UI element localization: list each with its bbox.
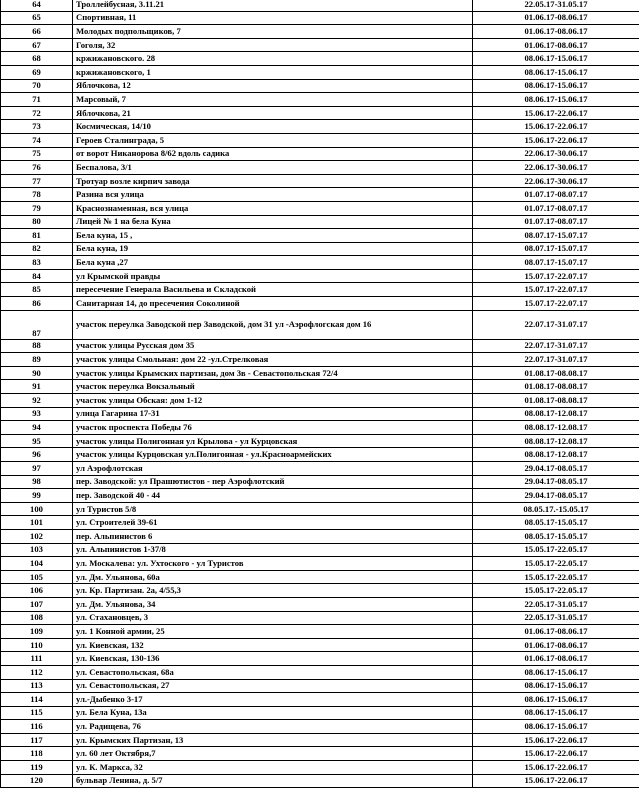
row-number: 65 — [1, 11, 73, 25]
table-row — [1, 652, 639, 666]
row-number: 93 — [1, 407, 73, 421]
row-number: 89 — [1, 353, 73, 367]
row-address: ул. Киевская, 130-136 — [73, 652, 473, 666]
row-period: 15.05.17-22.05.17 — [473, 584, 639, 598]
row-address: ул. Стахановцев, 3 — [73, 611, 473, 625]
row-period: 01.06.17-08.06.17 — [473, 11, 639, 25]
row-number: 84 — [1, 269, 73, 283]
row-number: 72 — [1, 106, 73, 120]
row-number: 74 — [1, 133, 73, 147]
table-row — [1, 380, 639, 394]
row-address: ул. Бела Куна, 13а — [73, 706, 473, 720]
row-address: Яблочкова, 12 — [73, 79, 473, 93]
row-number: 117 — [1, 733, 73, 747]
row-number: 69 — [1, 65, 73, 79]
row-period: 08.06.17-15.06.17 — [473, 706, 639, 720]
row-period: 22.05.17-31.05.17 — [473, 611, 639, 625]
table-row — [1, 747, 639, 761]
row-period: 01.06.17-08.06.17 — [473, 25, 639, 39]
table-row — [1, 25, 639, 39]
row-address: ул Крымской правды — [73, 269, 473, 283]
row-period: 15.06.17-22.06.17 — [473, 733, 639, 747]
row-address: участок улицы Крымских партизан, дом 3в - Севастопольская 72/4 — [73, 366, 473, 380]
row-number: 103 — [1, 543, 73, 557]
row-period: 08.06.17-15.06.17 — [473, 693, 639, 707]
row-address: ул. Альпинистов 1-37/8 — [73, 543, 473, 557]
row-number: 81 — [1, 229, 73, 243]
row-address: пер. Альпинистов 6 — [73, 529, 473, 543]
table-row — [1, 353, 639, 367]
row-number: 108 — [1, 611, 73, 625]
row-number: 114 — [1, 693, 73, 707]
table-row — [1, 625, 639, 639]
table-row — [1, 229, 639, 243]
row-period: 22.06.17-30.06.17 — [473, 147, 639, 161]
table-row — [1, 475, 639, 489]
row-address: ул. 1 Конной армии, 25 — [73, 625, 473, 639]
row-address: Бела куна, 15 , — [73, 229, 473, 243]
row-period: 01.07.17-08.07.17 — [473, 215, 639, 229]
row-number: 116 — [1, 720, 73, 734]
row-number: 80 — [1, 215, 73, 229]
row-number: 95 — [1, 434, 73, 448]
row-period: 08.06.17-15.06.17 — [473, 679, 639, 693]
row-period: 08.08.17-12.08.17 — [473, 448, 639, 462]
row-period: 08.07.17-15.07.17 — [473, 229, 639, 243]
row-period: 08.06.17-15.06.17 — [473, 665, 639, 679]
row-period: 08.06.17-15.06.17 — [473, 93, 639, 107]
row-period: 01.07.17-08.07.17 — [473, 201, 639, 215]
row-address: Марсовый, 7 — [73, 93, 473, 107]
row-address: Молодых подпольщиков, 7 — [73, 25, 473, 39]
row-address: кржижановского, 1 — [73, 65, 473, 79]
table-row — [1, 679, 639, 693]
row-period: 01.08.17-08.08.17 — [473, 366, 639, 380]
row-number: 99 — [1, 489, 73, 503]
row-number: 102 — [1, 529, 73, 543]
row-number: 85 — [1, 283, 73, 297]
row-address: Спортивная, 11 — [73, 11, 473, 25]
row-address: ул Туристов 5/8 — [73, 502, 473, 516]
table-row — [1, 11, 639, 25]
row-number: 66 — [1, 25, 73, 39]
row-period: 08.06.17-15.06.17 — [473, 52, 639, 66]
row-period: 22.06.17-30.06.17 — [473, 161, 639, 175]
row-period: 08.06.17-15.06.17 — [473, 720, 639, 734]
table-row — [1, 310, 639, 339]
row-period: 08.07.17-15.07.17 — [473, 256, 639, 270]
table-row — [1, 665, 639, 679]
row-number: 98 — [1, 475, 73, 489]
row-address: пер. Заводской: ул Прашютистов - пер Аэрофлотский — [73, 475, 473, 489]
row-number: 107 — [1, 597, 73, 611]
table-row — [1, 339, 639, 353]
table-row — [1, 188, 639, 202]
row-period: 01.06.17-08.06.17 — [473, 652, 639, 666]
row-period: 08.06.17-15.06.17 — [473, 79, 639, 93]
row-period: 01.07.17-08.07.17 — [473, 188, 639, 202]
table-row — [1, 557, 639, 571]
row-period: 08.05.17-15.05.17 — [473, 516, 639, 530]
row-period: 08.08.17-12.08.17 — [473, 434, 639, 448]
table-row — [1, 584, 639, 598]
row-number: 113 — [1, 679, 73, 693]
table-row — [1, 421, 639, 435]
row-address: Бела куна ,27 — [73, 256, 473, 270]
table-row — [1, 65, 639, 79]
table-row — [1, 693, 639, 707]
row-number: 118 — [1, 747, 73, 761]
row-address: Троллейбусная, 3.11.21 — [73, 0, 473, 11]
table-row — [1, 706, 639, 720]
table-row — [1, 79, 639, 93]
table-row — [1, 147, 639, 161]
row-address: участок улицы Русская дом 35 — [73, 339, 473, 353]
row-address: ул. Радищева, 76 — [73, 720, 473, 734]
table-row — [1, 543, 639, 557]
row-number: 87 — [1, 310, 73, 339]
table-row — [1, 0, 639, 11]
row-number: 100 — [1, 502, 73, 516]
row-address: ул. К. Маркса, 32 — [73, 761, 473, 775]
row-period: 01.08.17-08.08.17 — [473, 394, 639, 408]
table-row — [1, 733, 639, 747]
row-period: 08.07.17-15.07.17 — [473, 242, 639, 256]
table-row — [1, 462, 639, 476]
row-address: Бела куна, 19 — [73, 242, 473, 256]
row-period: 29.04.17-08.05.17 — [473, 489, 639, 503]
row-period: 15.07.17-22.07.17 — [473, 269, 639, 283]
table-row — [1, 106, 639, 120]
row-period: 08.08.17-12.08.17 — [473, 407, 639, 421]
row-address: Яблочкова, 21 — [73, 106, 473, 120]
row-address: участок улицы Обская: дом 1-12 — [73, 394, 473, 408]
row-address: Краснознаменная, вся улица — [73, 201, 473, 215]
table-row — [1, 407, 639, 421]
row-period: 22.05.17-31.05.17 — [473, 597, 639, 611]
row-number: 75 — [1, 147, 73, 161]
row-address: пер. Заводской 40 - 44 — [73, 489, 473, 503]
table-row — [1, 489, 639, 503]
row-number: 119 — [1, 761, 73, 775]
table-row — [1, 394, 639, 408]
table-row — [1, 161, 639, 175]
row-address: ул. Севастопольская, 68а — [73, 665, 473, 679]
row-number: 64 — [1, 0, 73, 11]
row-address: ул. Крымских Партизан, 13 — [73, 733, 473, 747]
row-address: пересечение Генерала Васильева и Складской — [73, 283, 473, 297]
row-address: ул. Строителей 39-61 — [73, 516, 473, 530]
table-row — [1, 256, 639, 270]
table-row — [1, 597, 639, 611]
table-row — [1, 502, 639, 516]
table-row — [1, 434, 639, 448]
row-period: 15.06.17-22.06.17 — [473, 106, 639, 120]
row-address: ул. Севастопольская, 27 — [73, 679, 473, 693]
table-row — [1, 720, 639, 734]
row-period: 15.05.17-22.05.17 — [473, 557, 639, 571]
table-row — [1, 38, 639, 52]
row-period: 08.05.17-15.05.17 — [473, 529, 639, 543]
row-number: 91 — [1, 380, 73, 394]
table-row — [1, 215, 639, 229]
row-number: 83 — [1, 256, 73, 270]
row-address: ул. Кр. Партизан. 2а, 4/55,3 — [73, 584, 473, 598]
row-period: 29.04.17-08.05.17 — [473, 475, 639, 489]
row-number: 77 — [1, 174, 73, 188]
row-period: 22.07.17-31.07.17 — [473, 310, 639, 339]
row-period: 08.06.17-15.06.17 — [473, 65, 639, 79]
table-row — [1, 120, 639, 134]
row-period: 15.06.17-22.06.17 — [473, 761, 639, 775]
table-row — [1, 529, 639, 543]
row-address: ул.-Дыбенко 3-17 — [73, 693, 473, 707]
row-period: 08.05.17.-15.05.17 — [473, 502, 639, 516]
row-address: участок улицы Курцовская ул.Полигонная - ул.Красноармейских — [73, 448, 473, 462]
row-address: Гоголя, 32 — [73, 38, 473, 52]
row-number: 90 — [1, 366, 73, 380]
row-address: участок проспекта Победы 76 — [73, 421, 473, 435]
row-address: Разина вся улица — [73, 188, 473, 202]
row-number: 101 — [1, 516, 73, 530]
row-number: 86 — [1, 297, 73, 311]
table-row — [1, 761, 639, 775]
row-number: 96 — [1, 448, 73, 462]
table-row — [1, 570, 639, 584]
row-address: от ворот Никанорова 8/62 вдоль садика — [73, 147, 473, 161]
row-address: улица Гагарина 17-31 — [73, 407, 473, 421]
row-number: 70 — [1, 79, 73, 93]
row-address: Санитарная 14, до пресечения Соколиной — [73, 297, 473, 311]
row-number: 111 — [1, 652, 73, 666]
row-number: 104 — [1, 557, 73, 571]
table-body — [1, 0, 639, 788]
row-address: ул. 60 лет Октября,7 — [73, 747, 473, 761]
row-number: 105 — [1, 570, 73, 584]
row-period: 15.06.17-22.06.17 — [473, 747, 639, 761]
table-row — [1, 201, 639, 215]
row-address: ул. Дм. Ульянова, 60а — [73, 570, 473, 584]
row-number: 67 — [1, 38, 73, 52]
row-number: 88 — [1, 339, 73, 353]
row-address: ул. Киевская, 132 — [73, 638, 473, 652]
row-period: 15.06.17-22.06.17 — [473, 774, 639, 788]
row-address: ул. Москалева: ул. Ухтоского - ул Туристов — [73, 557, 473, 571]
table-row — [1, 366, 639, 380]
row-address: Лицей № 1 на бела Куна — [73, 215, 473, 229]
row-address: кржижановского. 28 — [73, 52, 473, 66]
row-period: 01.06.17-08.06.17 — [473, 38, 639, 52]
row-period: 22.06.17-30.06.17 — [473, 174, 639, 188]
row-number: 71 — [1, 93, 73, 107]
row-period: 01.06.17-08.06.17 — [473, 638, 639, 652]
row-period: 22.07.17-31.07.17 — [473, 353, 639, 367]
row-address: Героев Сталинграда, 5 — [73, 133, 473, 147]
row-number: 115 — [1, 706, 73, 720]
row-period: 22.05.17-31.05.17 — [473, 0, 639, 11]
table-row — [1, 774, 639, 788]
row-number: 79 — [1, 201, 73, 215]
table-row — [1, 93, 639, 107]
row-period: 15.05.17-22.05.17 — [473, 570, 639, 584]
row-period: 15.05.17-22.05.17 — [473, 543, 639, 557]
row-address: участок переулка Заводской пер Заводской, дом 31 ул -Аэрофлогская дом 16 — [73, 310, 473, 339]
row-period: 01.06.17-08.06.17 — [473, 625, 639, 639]
row-period: 22.07.17-31.07.17 — [473, 339, 639, 353]
row-number: 92 — [1, 394, 73, 408]
table-row — [1, 174, 639, 188]
row-period: 15.07.17-22.07.17 — [473, 297, 639, 311]
table-row — [1, 269, 639, 283]
table-row — [1, 516, 639, 530]
table-row — [1, 283, 639, 297]
row-period: 15.07.17-22.07.17 — [473, 283, 639, 297]
row-period: 15.06.17-22.06.17 — [473, 133, 639, 147]
row-address: Беспалова, 3/1 — [73, 161, 473, 175]
row-number: 68 — [1, 52, 73, 66]
table-row — [1, 448, 639, 462]
row-number: 73 — [1, 120, 73, 134]
row-number: 110 — [1, 638, 73, 652]
table-row — [1, 52, 639, 66]
row-number: 82 — [1, 242, 73, 256]
row-address: бульвар Ленина, д. 5/7 — [73, 774, 473, 788]
table-row — [1, 242, 639, 256]
table-row — [1, 611, 639, 625]
row-number: 106 — [1, 584, 73, 598]
row-number: 94 — [1, 421, 73, 435]
row-period: 01.08.17-08.08.17 — [473, 380, 639, 394]
table-row — [1, 638, 639, 652]
row-number: 112 — [1, 665, 73, 679]
row-address: ул. Дм. Ульянова, 34 — [73, 597, 473, 611]
row-address: Космическая, 14/10 — [73, 120, 473, 134]
row-period: 15.06.17-22.06.17 — [473, 120, 639, 134]
row-number: 97 — [1, 462, 73, 476]
table-row — [1, 133, 639, 147]
row-address: участок улицы Смольная: дом 22 -ул.Стрелковая — [73, 353, 473, 367]
row-number: 109 — [1, 625, 73, 639]
row-address: участок переулка Вокзальный — [73, 380, 473, 394]
row-address: ул Аэрофлотская — [73, 462, 473, 476]
table-row — [1, 297, 639, 311]
row-number: 78 — [1, 188, 73, 202]
row-number: 120 — [1, 774, 73, 788]
row-address: участок улицы Полигонная ул Крылова - ул Курцовская — [73, 434, 473, 448]
row-number: 76 — [1, 161, 73, 175]
row-period: 08.08.17-12.08.17 — [473, 421, 639, 435]
row-period: 29.04.17-08.05.17 — [473, 462, 639, 476]
row-address: Тротуар возле кирпич завода — [73, 174, 473, 188]
